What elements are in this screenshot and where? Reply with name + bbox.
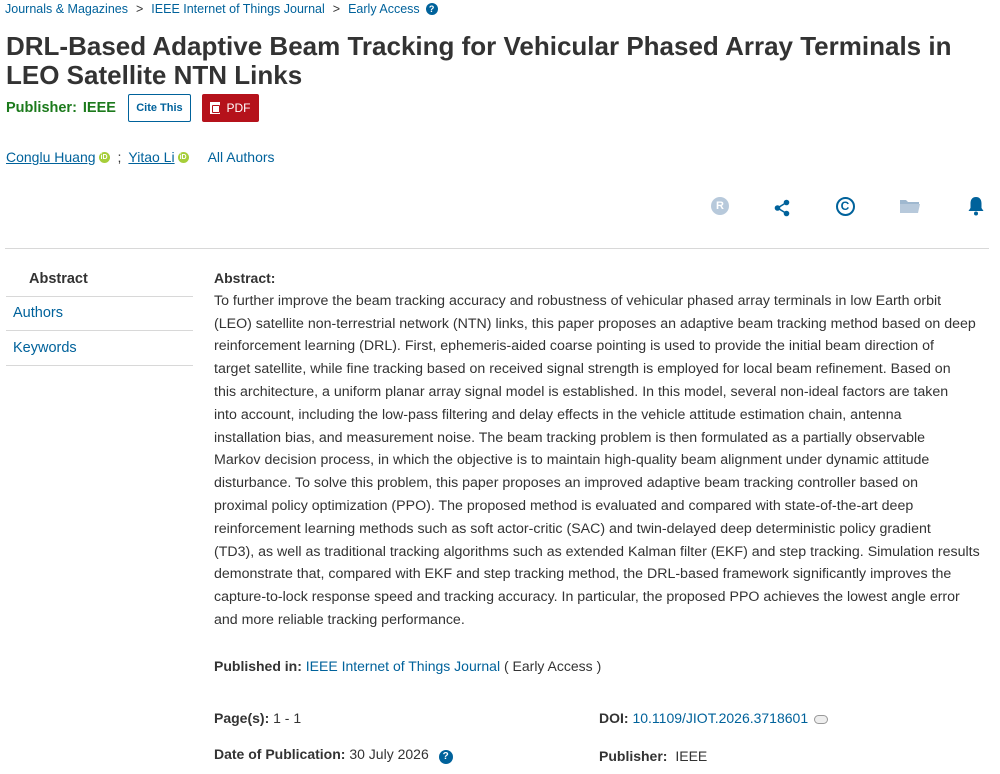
share-icon[interactable] xyxy=(770,196,794,220)
sidebar-item-authors[interactable] xyxy=(6,297,193,332)
publisher-field xyxy=(599,748,707,764)
abstract-line: into account, including the low-pass filtering and delay effects in the vehicle attitude estimation chain, antenna xyxy=(214,406,902,423)
cite-this-button[interactable] xyxy=(128,94,191,122)
doi-field xyxy=(599,710,828,726)
folder-icon[interactable] xyxy=(898,194,922,218)
abstract-line: reinforcement learning methods such as soft actor-critic (SAC) and twin-delayed deep deterministic policy gradient xyxy=(214,520,931,537)
pdf-icon xyxy=(210,102,220,114)
early-access-status: ( Early Access ) xyxy=(503,658,602,674)
breadcrumb-separator: > xyxy=(332,2,341,16)
sidebar-item-keywords[interactable] xyxy=(6,331,193,366)
sidebar-item-label: Abstract xyxy=(29,270,88,287)
date-of-publication-field xyxy=(214,746,453,764)
breadcrumb-separator: > xyxy=(135,2,144,16)
abstract-line: proximal policy optimization (PPO). The proposed method is evaluated and compared with state-of-the-art deep xyxy=(214,497,914,514)
help-icon[interactable]: ? xyxy=(426,3,438,15)
authors-row xyxy=(6,149,275,165)
pages-value: 1 - 1 xyxy=(273,710,302,726)
abstract-line: installation bias, and measurement noise. The beam tracking problem is then formulated as a partially observable xyxy=(214,429,926,446)
sidebar-item-label: Authors xyxy=(13,305,63,322)
pages-field xyxy=(214,710,301,726)
publisher-value: IEEE xyxy=(82,100,116,116)
abstract-line: (TD3), as well as traditional tracking algorithms such as extended Kalman filter (EKF) and step tracking. Simulation results xyxy=(214,543,980,560)
page-title: DRL-Based Adaptive Beam Tracking for Vehicular Phased Array Terminals in LEO Satellite NTN Links xyxy=(6,31,952,90)
rights-icon[interactable]: R xyxy=(708,194,732,218)
date-label: Date of Publication: xyxy=(214,746,346,762)
help-icon[interactable]: ? xyxy=(439,750,453,764)
abstract-line: demonstrate that, compared with EKF and step tracking method, the DRL-based framework significantly improves the xyxy=(214,566,952,583)
abstract-line: and more reliable tracking performance. xyxy=(214,611,465,628)
author-separator: ; xyxy=(117,149,122,165)
sidebar-item-abstract[interactable] xyxy=(6,262,193,297)
author-link-yitao-li[interactable]: Yitao Li xyxy=(128,149,175,165)
external-link-icon xyxy=(814,715,828,724)
abstract-line: To further improve the beam tracking accuracy and robustness of vehicular phased array terminals in low Earth orbit xyxy=(214,292,942,309)
author-link-conglu-huang[interactable]: Conglu Huang xyxy=(6,149,96,165)
doi-link[interactable]: 10.1109/JIOT.2026.3718601 xyxy=(632,710,809,726)
pdf-label: PDF xyxy=(226,101,251,115)
publisher-meta-value: IEEE xyxy=(675,748,708,764)
bell-icon[interactable] xyxy=(964,194,988,218)
published-in-label: Published in: xyxy=(214,658,302,674)
copyright-icon[interactable]: C xyxy=(833,194,857,218)
abstract-heading: Abstract: xyxy=(214,270,276,286)
orcid-icon[interactable]: iD xyxy=(179,153,187,161)
breadcrumb-iot-journal[interactable]: IEEE Internet of Things Journal xyxy=(151,2,325,16)
abstract-line: capture-to-lock response speed and tracking accuracy. In particular, the proposed PPO achieves the lowest angle error xyxy=(214,589,960,606)
doi-label: DOI: xyxy=(599,710,629,726)
abstract-line: disturbance. To solve this problem, this paper proposes an improved adaptive beam tracking controller based on xyxy=(214,475,918,492)
published-in xyxy=(214,658,601,674)
breadcrumb-early-access[interactable]: Early Access xyxy=(348,2,420,16)
side-navigation xyxy=(6,262,193,366)
journal-link[interactable]: IEEE Internet of Things Journal xyxy=(305,658,501,674)
abstract-text xyxy=(214,290,990,632)
abstract-line: target satellite, while fine tracking based on received signal strength is employed for local beam refinement. Based on xyxy=(214,361,951,378)
abstract-line: (LEO) satellite non-terrestrial network (NTN) links, this paper proposes an adaptive beam tracking method based on deep xyxy=(214,315,976,332)
publisher-meta-label: Publisher: xyxy=(599,748,668,764)
abstract-line: reinforcement learning (DRL). First, ephemeris-aided coarse pointing is used to provide the initial beam direction of xyxy=(214,338,934,355)
sidebar-item-label: Keywords xyxy=(13,339,77,356)
breadcrumb-journals-magazines[interactable]: Journals & Magazines xyxy=(5,2,128,16)
abstract-section xyxy=(214,267,990,632)
action-toolbar xyxy=(0,194,1000,220)
publisher-label: Publisher: xyxy=(6,100,77,116)
breadcrumb xyxy=(5,2,438,16)
pages-label: Page(s): xyxy=(214,710,270,726)
cite-this-label: Cite This xyxy=(136,102,183,114)
publisher-row xyxy=(6,94,259,122)
abstract-line: this architecture, a uniform planar array signal model is established. In this model, several non-ideal factors are taken xyxy=(214,383,949,400)
date-value: 30 July 2026 xyxy=(349,746,429,762)
pdf-button[interactable] xyxy=(202,94,259,122)
abstract-line: Markov decision process, in which the objective is to maintain high-quality beam alignment under dynamic attitude xyxy=(214,452,930,469)
divider xyxy=(5,248,989,249)
all-authors-link[interactable]: All Authors xyxy=(207,149,275,165)
orcid-icon[interactable]: iD xyxy=(100,153,108,161)
